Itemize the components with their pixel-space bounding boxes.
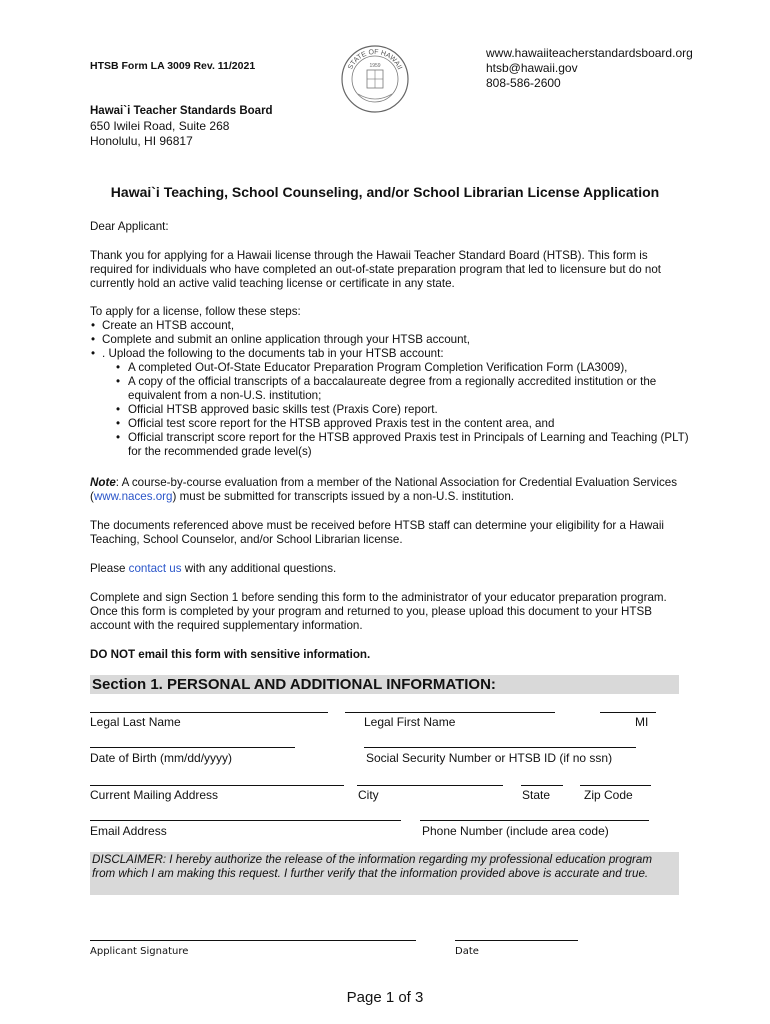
disclaimer-box: DISCLAIMER: I hereby authorize the release of the information regarding my professional education program from which I am making this request. I further verify that the information provided above is accurate and true.: [90, 852, 679, 895]
contact-paragraph: Please contact us with any additional questions.: [90, 562, 337, 575]
email-link[interactable]: htsb@hawaii.gov: [486, 61, 578, 75]
state-input[interactable]: [521, 785, 563, 786]
last-name-input[interactable]: [90, 712, 328, 713]
email-label: Email Address: [90, 824, 167, 838]
signature-label: Applicant Signature: [90, 946, 189, 957]
seal-text: STATE OF HAWAII: [347, 48, 403, 71]
last-name-label: Legal Last Name: [90, 715, 181, 729]
website-link[interactable]: www.hawaiiteacherstandardsboard.org: [486, 46, 693, 60]
zip-input[interactable]: [580, 785, 651, 786]
list-item: • Official transcript score report for the HTSB approved Praxis test in Principals of Learning and Teaching (PLT) for the recommended grade level(s): [116, 431, 690, 459]
list-item: • . Upload the following to the documents tab in your HTSB account:: [90, 347, 690, 361]
date-label: Date: [455, 946, 479, 957]
signature-input[interactable]: [90, 940, 416, 941]
phone-label: Phone Number (include area code): [422, 824, 609, 838]
street: 650 Iwilei Road, Suite 268: [90, 119, 230, 133]
steps-list: [90, 319, 690, 361]
list-item: • A completed Out-Of-State Educator Preparation Program Completion Verification Form (LA3009),: [116, 361, 690, 375]
list-item: • Official test score report for the HTSB approved Praxis test in the content area, and: [116, 417, 690, 431]
state-seal-icon: [340, 44, 410, 114]
ssn-input[interactable]: [364, 747, 636, 748]
dob-label: Date of Birth (mm/dd/yyyy): [90, 751, 233, 765]
contact-block: [486, 46, 693, 91]
naces-link[interactable]: www.naces.org: [93, 490, 173, 503]
city-line: Honolulu, HI 96817: [90, 134, 193, 148]
contact-us-link[interactable]: contact us: [128, 562, 182, 575]
list-item: • Complete and submit an online application through your HTSB account,: [90, 333, 690, 347]
first-name-input[interactable]: [345, 712, 555, 713]
mi-input[interactable]: [600, 712, 656, 713]
section-1-heading: Section 1. PERSONAL AND ADDITIONAL INFORMATION:: [90, 675, 679, 694]
list-item: • Create an HTSB account,: [90, 319, 690, 333]
org-name: Hawai`i Teacher Standards Board: [90, 105, 273, 117]
list-item: • Official HTSB approved basic skills test (Praxis Core) report.: [116, 403, 690, 417]
phone-input[interactable]: [420, 820, 649, 821]
mailing-address-input[interactable]: [90, 785, 344, 786]
warning-text: DO NOT email this form with sensitive information.: [90, 648, 371, 661]
steps-block: [90, 305, 690, 459]
city-label: City: [358, 788, 379, 802]
mailing-address-label: Current Mailing Address: [90, 788, 219, 802]
steps-intro: To apply for a license, follow these steps:: [90, 305, 301, 318]
greeting: Dear Applicant:: [90, 220, 169, 233]
list-item: • A copy of the official transcripts of a baccalaureate degree from a regionally accredited institution or the equivalent from a non-U.S. institution;: [116, 375, 690, 403]
state-label: State: [522, 788, 551, 802]
page-title: Hawai`i Teaching, School Counseling, and/or School Librarian License Application: [110, 184, 660, 200]
date-input[interactable]: [455, 940, 578, 941]
zip-label: Zip Code: [584, 788, 633, 802]
dob-input[interactable]: [90, 747, 295, 748]
mi-label: MI: [635, 715, 649, 729]
email-input[interactable]: [90, 820, 401, 821]
received-paragraph: The documents referenced above must be received before HTSB staff can determine your eligibility for a Hawaii Teaching, School Counselor, and/or School Librarian license.: [90, 519, 664, 546]
seal-year: 1959: [369, 63, 381, 69]
page-number: Page 1 of 3: [346, 989, 424, 1006]
note-label: Note: [90, 476, 116, 489]
first-name-label: Legal First Name: [364, 715, 456, 729]
city-input[interactable]: [357, 785, 503, 786]
form-id: HTSB Form LA 3009 Rev. 11/2021: [90, 60, 256, 72]
phone-number: 808-586-2600: [486, 76, 561, 90]
org-address: [90, 104, 273, 149]
complete-paragraph: Complete and sign Section 1 before sending this form to the administrator of your educator preparation program. Once this form is completed by your program and returned to you, please upload this document to your HTSB account with the required supplementary information.: [90, 591, 667, 632]
documents-list: [90, 361, 690, 459]
ssn-label: Social Security Number or HTSB ID (if no ssn): [366, 751, 613, 765]
intro-paragraph: Thank you for applying for a Hawaii license through the Hawaii Teacher Standard Board (HTSB). This form is required for individuals who have completed an out-of-state preparation program that led to licensure but do not currently hold an active valid teaching license or certificate in any state.: [90, 249, 662, 290]
note-paragraph: Note: A course-by-course evaluation from a member of the National Association for Credential Evaluation Services (www.naces.org) must be submitted for transcripts issued by a non-U.S. institution.: [90, 476, 678, 503]
